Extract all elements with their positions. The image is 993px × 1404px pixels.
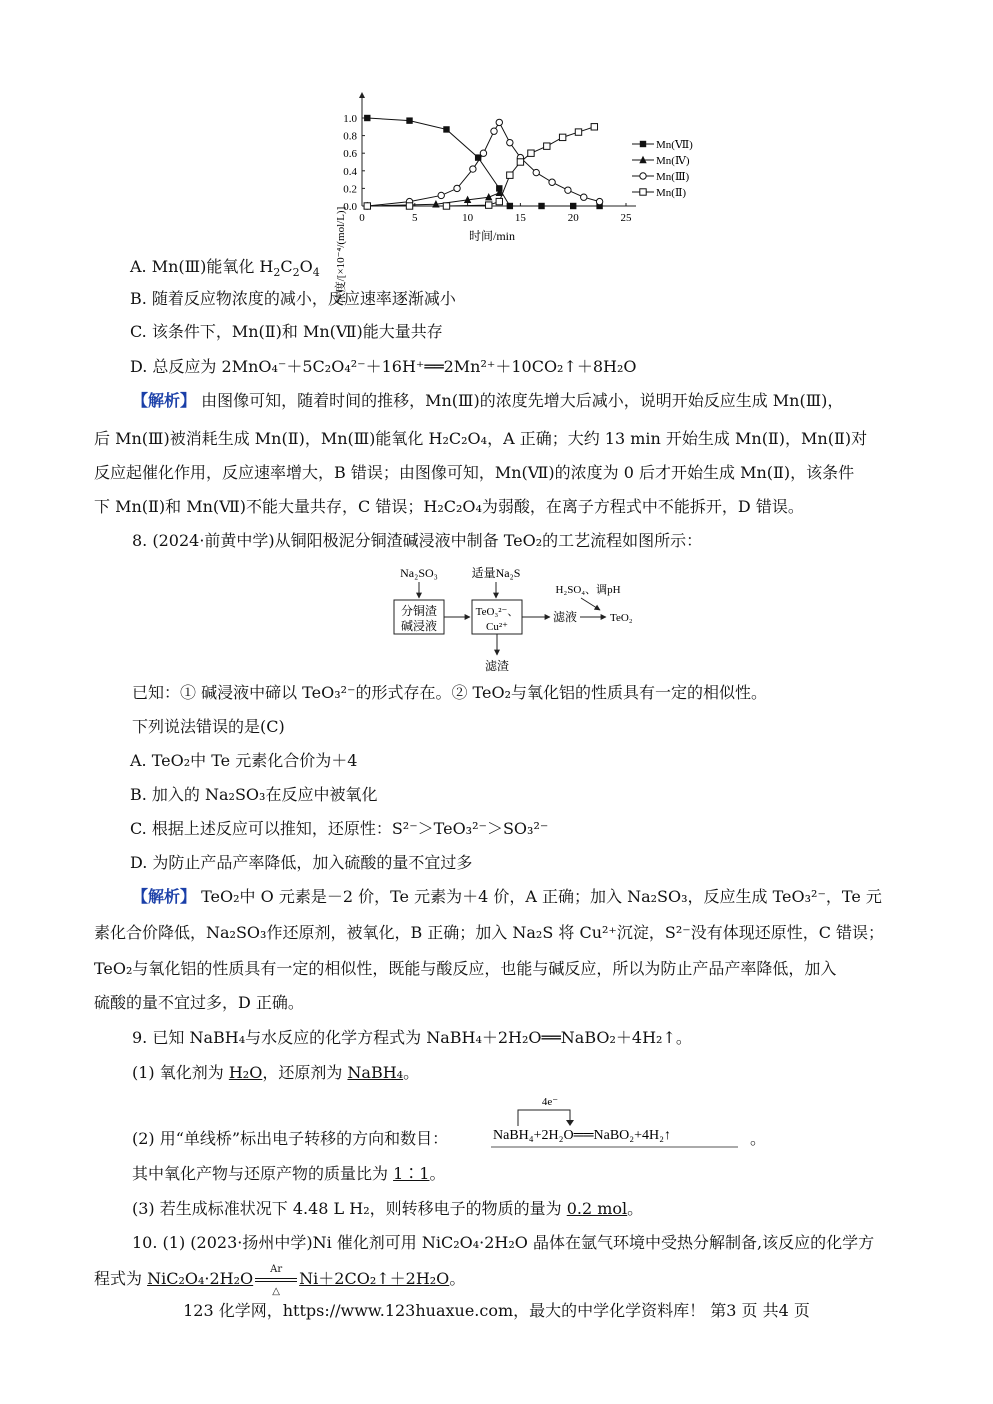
data-point: [364, 203, 370, 209]
chart-legend: [632, 139, 693, 199]
x-tick-label: 5: [412, 212, 418, 224]
data-point: [549, 179, 555, 185]
flow-residue-label: 滤渣: [484, 659, 510, 673]
q8-option-d: D. 为防止产品产率降低，加入硫酸的量不宜过多: [130, 853, 473, 872]
flow-na2so3-label: Na₂SO₃: [400, 566, 438, 580]
flow-box1-text-1: 分铜渣: [400, 604, 438, 618]
q9-oxidant-answer: H₂O: [228, 1063, 263, 1082]
data-point: [438, 192, 444, 198]
data-point: [640, 189, 646, 195]
legend-label: Mn(Ⅶ): [656, 139, 693, 151]
data-point: [640, 141, 646, 147]
q7-analysis-line-3: 反应起催化作用，反应速率增大，B 错误；由图像可知，Mn(Ⅶ)的浓度为 0 后才开始生成 Mn(Ⅱ)，该条件: [94, 463, 855, 482]
q9-stem: 9. 已知 NaBH₄与水反应的化学方程式为 NaBH₄＋2H₂O══NaBO₂＋4H₂↑。: [132, 1028, 692, 1047]
series-3: [364, 119, 603, 209]
series-4: [364, 124, 597, 210]
y-tick-label: 0.8: [343, 130, 357, 143]
q8-analysis-line-3: TeO₂与氧化铝的性质具有一定的相似性，既能与酸反应，也能与碱反应，所以为防止产品产率降低，加入: [94, 959, 837, 978]
q7-option-d: D. 总反应为 2MnO₄⁻＋5C₂O₄²⁻＋16H⁺══2Mn²⁺＋10CO₂↑＋8H₂O: [130, 357, 637, 376]
data-point: [544, 143, 550, 149]
y-tick-label: 0.0: [343, 201, 357, 213]
data-point: [581, 194, 587, 200]
q10-stem: 10. (1) (2023·扬州中学)Ni 催化剂可用 NiC₂O₄·2H₂O 晶体在氩气环境中受热分解制备,该反应的化学方: [132, 1233, 875, 1252]
flow-box2-text-2: Cu²⁺: [486, 621, 508, 633]
data-point: [640, 173, 646, 179]
q7-option-b: B. 随着反应物浓度的减小，反应速率逐渐减小: [130, 289, 456, 308]
x-tick-label: 0: [359, 212, 365, 224]
q8-process-flow-diagram: [0, 560, 993, 680]
q9-reductant-answer: NaBH₄: [347, 1063, 404, 1082]
q8-ask: 下列说法错误的是(C): [132, 717, 285, 736]
q10-equation-line: 程式为 NiC₂O₄·2H₂O Ar △ Ni＋2CO₂↑＋2H₂O。: [94, 1264, 466, 1297]
q9-part2-text: (2) 用“单线桥”标出电子转移的方向和数目：: [132, 1129, 449, 1148]
y-tick-label: 0.2: [343, 183, 357, 196]
q7-analysis-line-2: 后 Mn(Ⅲ)被消耗生成 Mn(Ⅱ)，Mn(Ⅲ)能氧化 H₂C₂O₄，A 正确；大约 13 min 开始生成 Mn(Ⅱ)，Mn(Ⅱ)对: [94, 429, 868, 448]
reaction-condition: Ar △: [253, 1268, 299, 1290]
legend-label: Mn(Ⅳ): [656, 155, 690, 167]
data-point: [406, 203, 412, 209]
data-point: [575, 129, 581, 135]
x-tick-label: 15: [514, 212, 526, 224]
series-line: [367, 118, 599, 206]
electron-count-label: 4e⁻: [541, 1096, 559, 1108]
flow-na2s-label: 适量Na₂S: [471, 566, 521, 580]
data-point: [496, 198, 502, 204]
q8-option-c: C. 根据上述反应可以推知，还原性：S²⁻＞TeO₃²⁻＞SO₃²⁻: [130, 819, 549, 838]
page-footer: 123 化学网，https://www.123huaxue.com，最大的中学化学资料库！ 第3 页 共4 页: [183, 1301, 810, 1320]
flow-h2so4-label: H₂SO₄、调pH: [555, 584, 621, 596]
data-point: [480, 150, 486, 156]
q9-equation-text: NaBH₄+2H₂O══NaBO₂+4H₂↑: [493, 1128, 672, 1143]
analysis-tag: 【解析】: [132, 391, 197, 410]
x-tick-label: 25: [620, 212, 632, 224]
y-tick-label: 0.4: [343, 165, 357, 178]
data-point: [364, 115, 370, 121]
q7-analysis-line-1: 【解析】 由图像可知，随着时间的推移，Mn(Ⅲ)的浓度先增大后减小，说明开始反应生成 Mn(Ⅲ)，: [132, 391, 844, 410]
legend-label: Mn(Ⅱ): [656, 187, 687, 199]
data-point: [538, 203, 544, 209]
q9-part2-end: 。: [750, 1129, 767, 1148]
q9-ratio-answer: 1∶1: [393, 1164, 430, 1183]
flow-box2-text-1: TeO₃²⁻、: [475, 606, 519, 618]
q9-part3: (3) 若生成标准状况下 4.48 L H₂，则转移电子的物质的量为 0.2 mol。: [132, 1199, 644, 1218]
q10-equation-answer: NiC₂O₄·2H₂O Ar △ Ni＋2CO₂↑＋2H₂O: [147, 1264, 450, 1297]
y-axis-arrow: [359, 92, 365, 98]
q7-option-a: A. Mn(Ⅲ)能氧化 $H_2C_2O_4$: [130, 257, 320, 280]
data-point: [454, 185, 460, 191]
data-point: [496, 119, 502, 125]
data-point: [596, 198, 602, 204]
q9-part2-ratio: 其中氧化产物与还原产物的质量比为 1∶1。: [132, 1164, 446, 1183]
q9-electron-answer: 0.2 mol: [566, 1199, 628, 1218]
x-tick-label: 20: [567, 212, 579, 224]
data-point: [491, 128, 497, 134]
q8-analysis-line-1: 【解析】 TeO₂中 O 元素是－2 价，Te 元素为＋4 价，A 正确；加入 Na₂SO₃，反应生成 TeO₃²⁻，Te 元: [132, 887, 882, 906]
data-point: [470, 166, 476, 172]
data-point: [406, 117, 412, 123]
y-tick-label: 1.0: [343, 113, 357, 125]
q8-option-b: B. 加入的 Na₂SO₃在反应中被氧化: [130, 785, 378, 804]
chart-series: [364, 115, 603, 209]
q8-analysis-line-4: 硫酸的量不宜过多，D 正确。: [94, 993, 304, 1012]
data-point: [486, 202, 492, 208]
flow-box1-text-2: 碱浸液: [400, 619, 438, 633]
data-point: [533, 169, 539, 175]
data-point: [507, 139, 513, 145]
analysis-tag: 【解析】: [132, 887, 197, 906]
data-point: [485, 193, 492, 200]
data-point: [443, 203, 449, 209]
data-point: [443, 126, 449, 132]
data-point: [528, 150, 534, 156]
q8-known: 已知：① 碱浸液中碲以 TeO₃²⁻的形式存在。② TeO₂与氧化铝的性质具有一定的相似性。: [132, 683, 767, 702]
data-point: [507, 172, 513, 178]
data-point: [559, 134, 565, 140]
q9-part1: (1) 氧化剂为 H₂O，还原剂为 NaBH₄。: [132, 1063, 420, 1082]
flow-filtrate-label: 滤液: [552, 610, 578, 624]
q7-option-c: C. 该条件下，Mn(Ⅱ)和 Mn(Ⅶ)能大量共存: [130, 322, 443, 341]
data-point: [591, 124, 597, 130]
q8-stem: 8. (2024·前黄中学)从铜阳极泥分铜渣碱浸液中制备 TeO₂的工艺流程如图所示：: [132, 531, 703, 550]
legend-label: Mn(Ⅲ): [656, 171, 690, 183]
q8-analysis-line-2: 素化合价降低，Na₂SO₃作还原剂，被氧化，B 正确；加入 Na₂S 将 Cu²⁺沉淀，S²⁻没有体现还原性，C 错误；: [94, 923, 885, 942]
chart-y-axis-label: 浓度/[×10⁻⁴/(mol/L)]: [335, 206, 347, 304]
q7-analysis-line-4: 下 Mn(Ⅱ)和 Mn(Ⅶ)不能大量共存，C 错误；H₂C₂O₄为弱酸，在离子方程式中不能拆开，D 错误。: [94, 497, 804, 516]
y-tick-label: 0.6: [343, 148, 357, 161]
q9-single-bridge-equation: [488, 1092, 768, 1152]
q8-option-a: A. TeO₂中 Te 元素化合价为＋4: [130, 751, 358, 770]
data-point: [517, 159, 523, 165]
data-point: [565, 187, 571, 193]
flow-product-label: TeO₂: [610, 612, 633, 624]
chart-x-axis-label: 时间/min: [468, 229, 516, 243]
data-point: [570, 203, 576, 209]
x-tick-label: 10: [462, 212, 474, 224]
data-point: [507, 203, 513, 209]
series-1: [364, 115, 603, 209]
